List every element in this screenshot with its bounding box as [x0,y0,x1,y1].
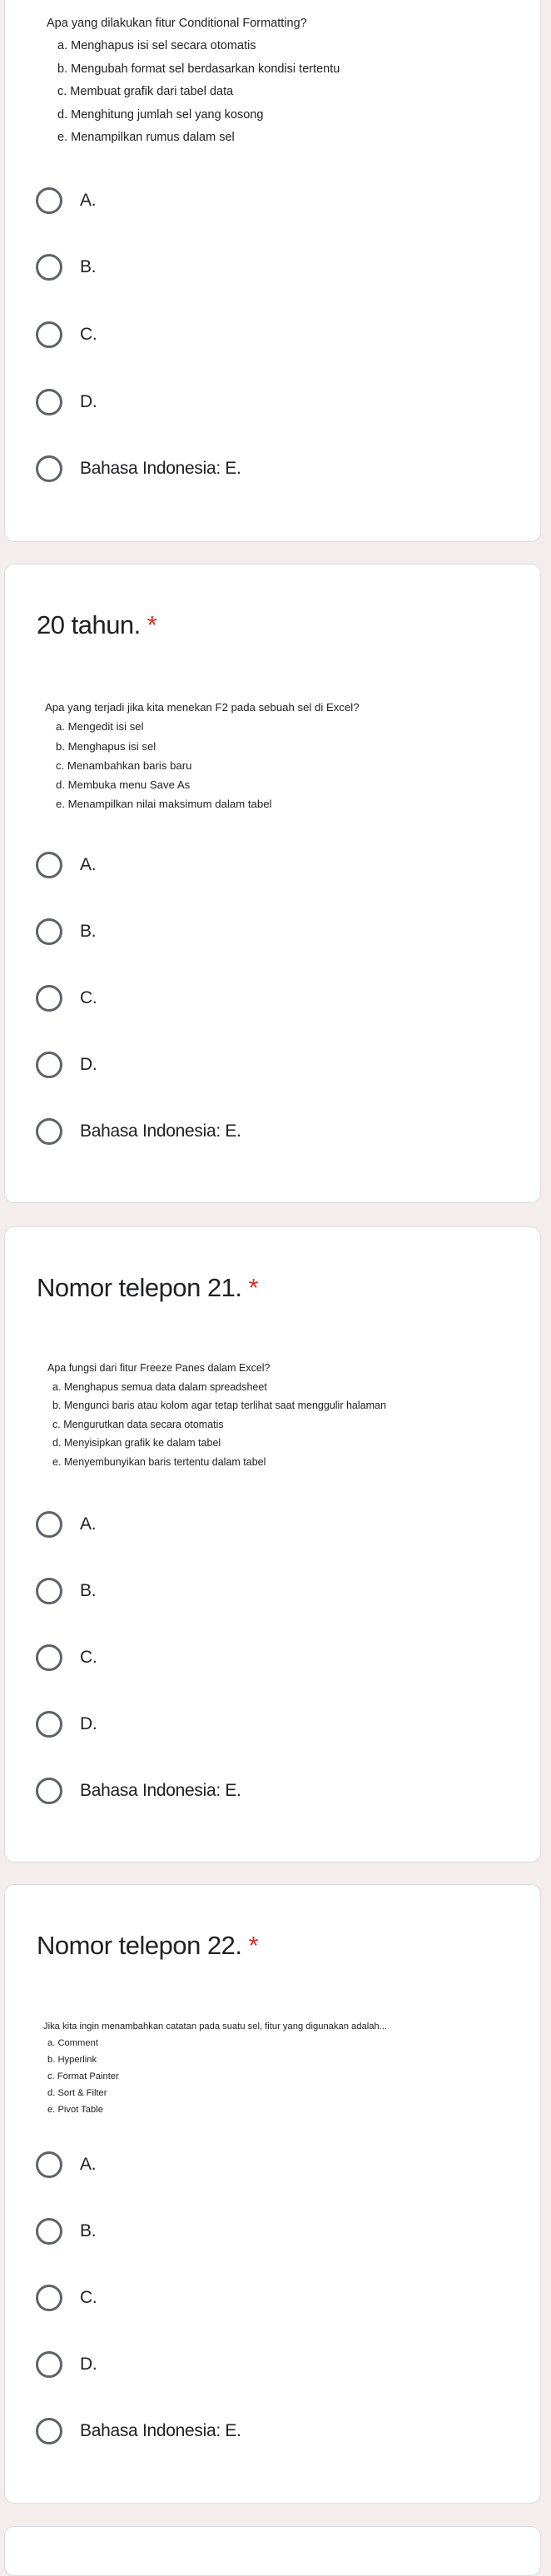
question-card-2 [4,564,541,1203]
question-text: Apa yang dilakukan fitur Conditional Formatting? [47,17,307,30]
required-asterisk: * [248,1931,259,1960]
radio-circle-icon[interactable] [36,1644,62,1671]
question-text: Apa yang terjadi jika kita menekan F2 pada sebuah sel di Excel? [45,701,360,714]
radio-circle-icon[interactable] [36,2285,62,2311]
option-label: B. [80,1581,97,1600]
radio-option-c[interactable] [36,2284,97,2312]
radio-circle-icon[interactable] [36,2151,62,2178]
radio-option-a[interactable] [36,1510,96,1539]
radio-circle-icon[interactable] [36,455,62,482]
question-card-1 [4,0,541,542]
question-card-5 [4,2526,541,2576]
radio-option-d[interactable] [36,388,97,416]
radio-option-e[interactable] [36,2417,241,2445]
choice-a: a. Menghapus semua data dalam spreadsheet [52,1380,267,1393]
radio-circle-icon[interactable] [36,918,62,945]
radio-circle-icon[interactable] [36,1778,62,1804]
radio-circle-icon[interactable] [36,1052,62,1078]
choice-a: a. Menghapus isi sel secara otomatis [57,39,256,53]
option-label: B. [80,257,97,276]
radio-circle-icon[interactable] [36,1118,62,1145]
radio-option-e[interactable] [36,1117,241,1146]
choice-e: e. Menampilkan rumus dalam sel [57,131,235,145]
option-label: A. [80,2155,97,2174]
option-label: C. [80,2288,97,2307]
radio-circle-icon[interactable] [36,1578,62,1604]
radio-option-b[interactable] [36,918,96,946]
choice-c: c. Membuat grafik dari tabel data [57,85,234,99]
radio-option-c[interactable] [36,1644,97,1672]
choice-c: c. Format Painter [47,2071,119,2081]
title-text: 20 tahun. [37,610,141,639]
title-text: Nomor telepon 22. [37,1931,242,1960]
required-asterisk: * [248,1273,259,1302]
required-asterisk: * [146,610,157,639]
option-label: Bahasa Indonesia: E. [80,459,241,478]
radio-circle-icon[interactable] [36,1511,62,1538]
radio-circle-icon[interactable] [36,254,62,281]
question-title [37,1931,258,1961]
radio-option-e[interactable] [36,1777,241,1805]
radio-circle-icon[interactable] [36,985,62,1012]
question-card-3 [4,1226,541,1862]
choice-d: d. Menyisipkan grafik ke dalam tabel [52,1437,221,1450]
radio-circle-icon[interactable] [36,321,62,348]
option-label: B. [80,922,97,941]
option-label: D. [80,1055,97,1074]
option-label: D. [80,2355,97,2374]
radio-option-b[interactable] [36,253,96,281]
choice-e: e. Menampilkan nilai maksimum dalam tabel [56,798,272,811]
radio-option-b[interactable] [36,1577,96,1605]
option-label: B. [80,2221,97,2240]
choice-b: b. Hyperlink [47,2055,97,2065]
question-card-4 [4,1884,541,2504]
radio-circle-icon[interactable] [36,187,62,214]
option-label: D. [80,392,97,411]
radio-circle-icon[interactable] [36,1711,62,1738]
option-label: D. [80,1714,97,1733]
option-label: C. [80,1648,97,1667]
radio-option-b[interactable] [36,2217,96,2245]
radio-circle-icon[interactable] [36,2418,62,2444]
radio-option-d[interactable] [36,2350,97,2379]
question-image [47,12,340,149]
option-label: A. [80,191,97,210]
question-text: Jika kita ingin menambahkan catatan pada suatu sel, fitur yang digunakan adalah... [43,2022,387,2031]
radio-option-c[interactable] [36,984,97,1012]
radio-option-a[interactable] [36,2151,96,2179]
choice-b: b. Mengunci baris atau kolom agar tetap terlihat saat menggulir halaman [52,1400,386,1412]
radio-option-a[interactable] [36,186,96,215]
question-title [37,1273,258,1303]
choice-a: a. Comment [47,2038,98,2048]
question-image [45,698,360,814]
choice-b: b. Mengubah format sel berdasarkan kondisi tertentu [57,62,340,76]
radio-circle-icon[interactable] [36,852,62,878]
question-title [37,610,156,640]
radio-option-c[interactable] [36,321,97,349]
option-label: C. [80,988,97,1007]
radio-circle-icon[interactable] [36,2351,62,2378]
choice-a: a. Mengedit isi sel [56,720,144,734]
choice-d: d. Sort & Filter [47,2088,107,2098]
radio-option-e[interactable] [36,455,241,483]
option-label: C. [80,325,97,344]
option-label: A. [80,855,97,874]
radio-circle-icon[interactable] [36,389,62,415]
question-image [47,1359,386,1472]
choice-b: b. Menghapus isi sel [56,739,156,753]
choice-c: c. Mengurutkan data secara otomatis [52,1418,224,1430]
choice-e: e. Pivot Table [47,2105,103,2115]
option-label: Bahasa Indonesia: E. [80,1781,241,1800]
option-label: Bahasa Indonesia: E. [80,2421,241,2440]
radio-option-a[interactable] [36,851,96,879]
radio-option-d[interactable] [36,1051,97,1079]
choice-c: c. Menambahkan baris baru [56,758,192,772]
question-image [43,2018,387,2118]
choice-d: d. Membuka menu Save As [56,778,191,792]
title-text: Nomor telepon 21. [37,1273,242,1302]
option-label: Bahasa Indonesia: E. [80,1121,241,1141]
option-label: A. [80,1514,97,1534]
choice-e: e. Menyembunyikan baris tertentu dalam tabel [52,1455,266,1468]
radio-option-d[interactable] [36,1710,97,1738]
choice-d: d. Menghitung jumlah sel yang kosong [57,107,264,122]
radio-circle-icon[interactable] [36,2218,62,2245]
question-text: Apa fungsi dari fitur Freeze Panes dalam Excel? [47,1362,271,1374]
